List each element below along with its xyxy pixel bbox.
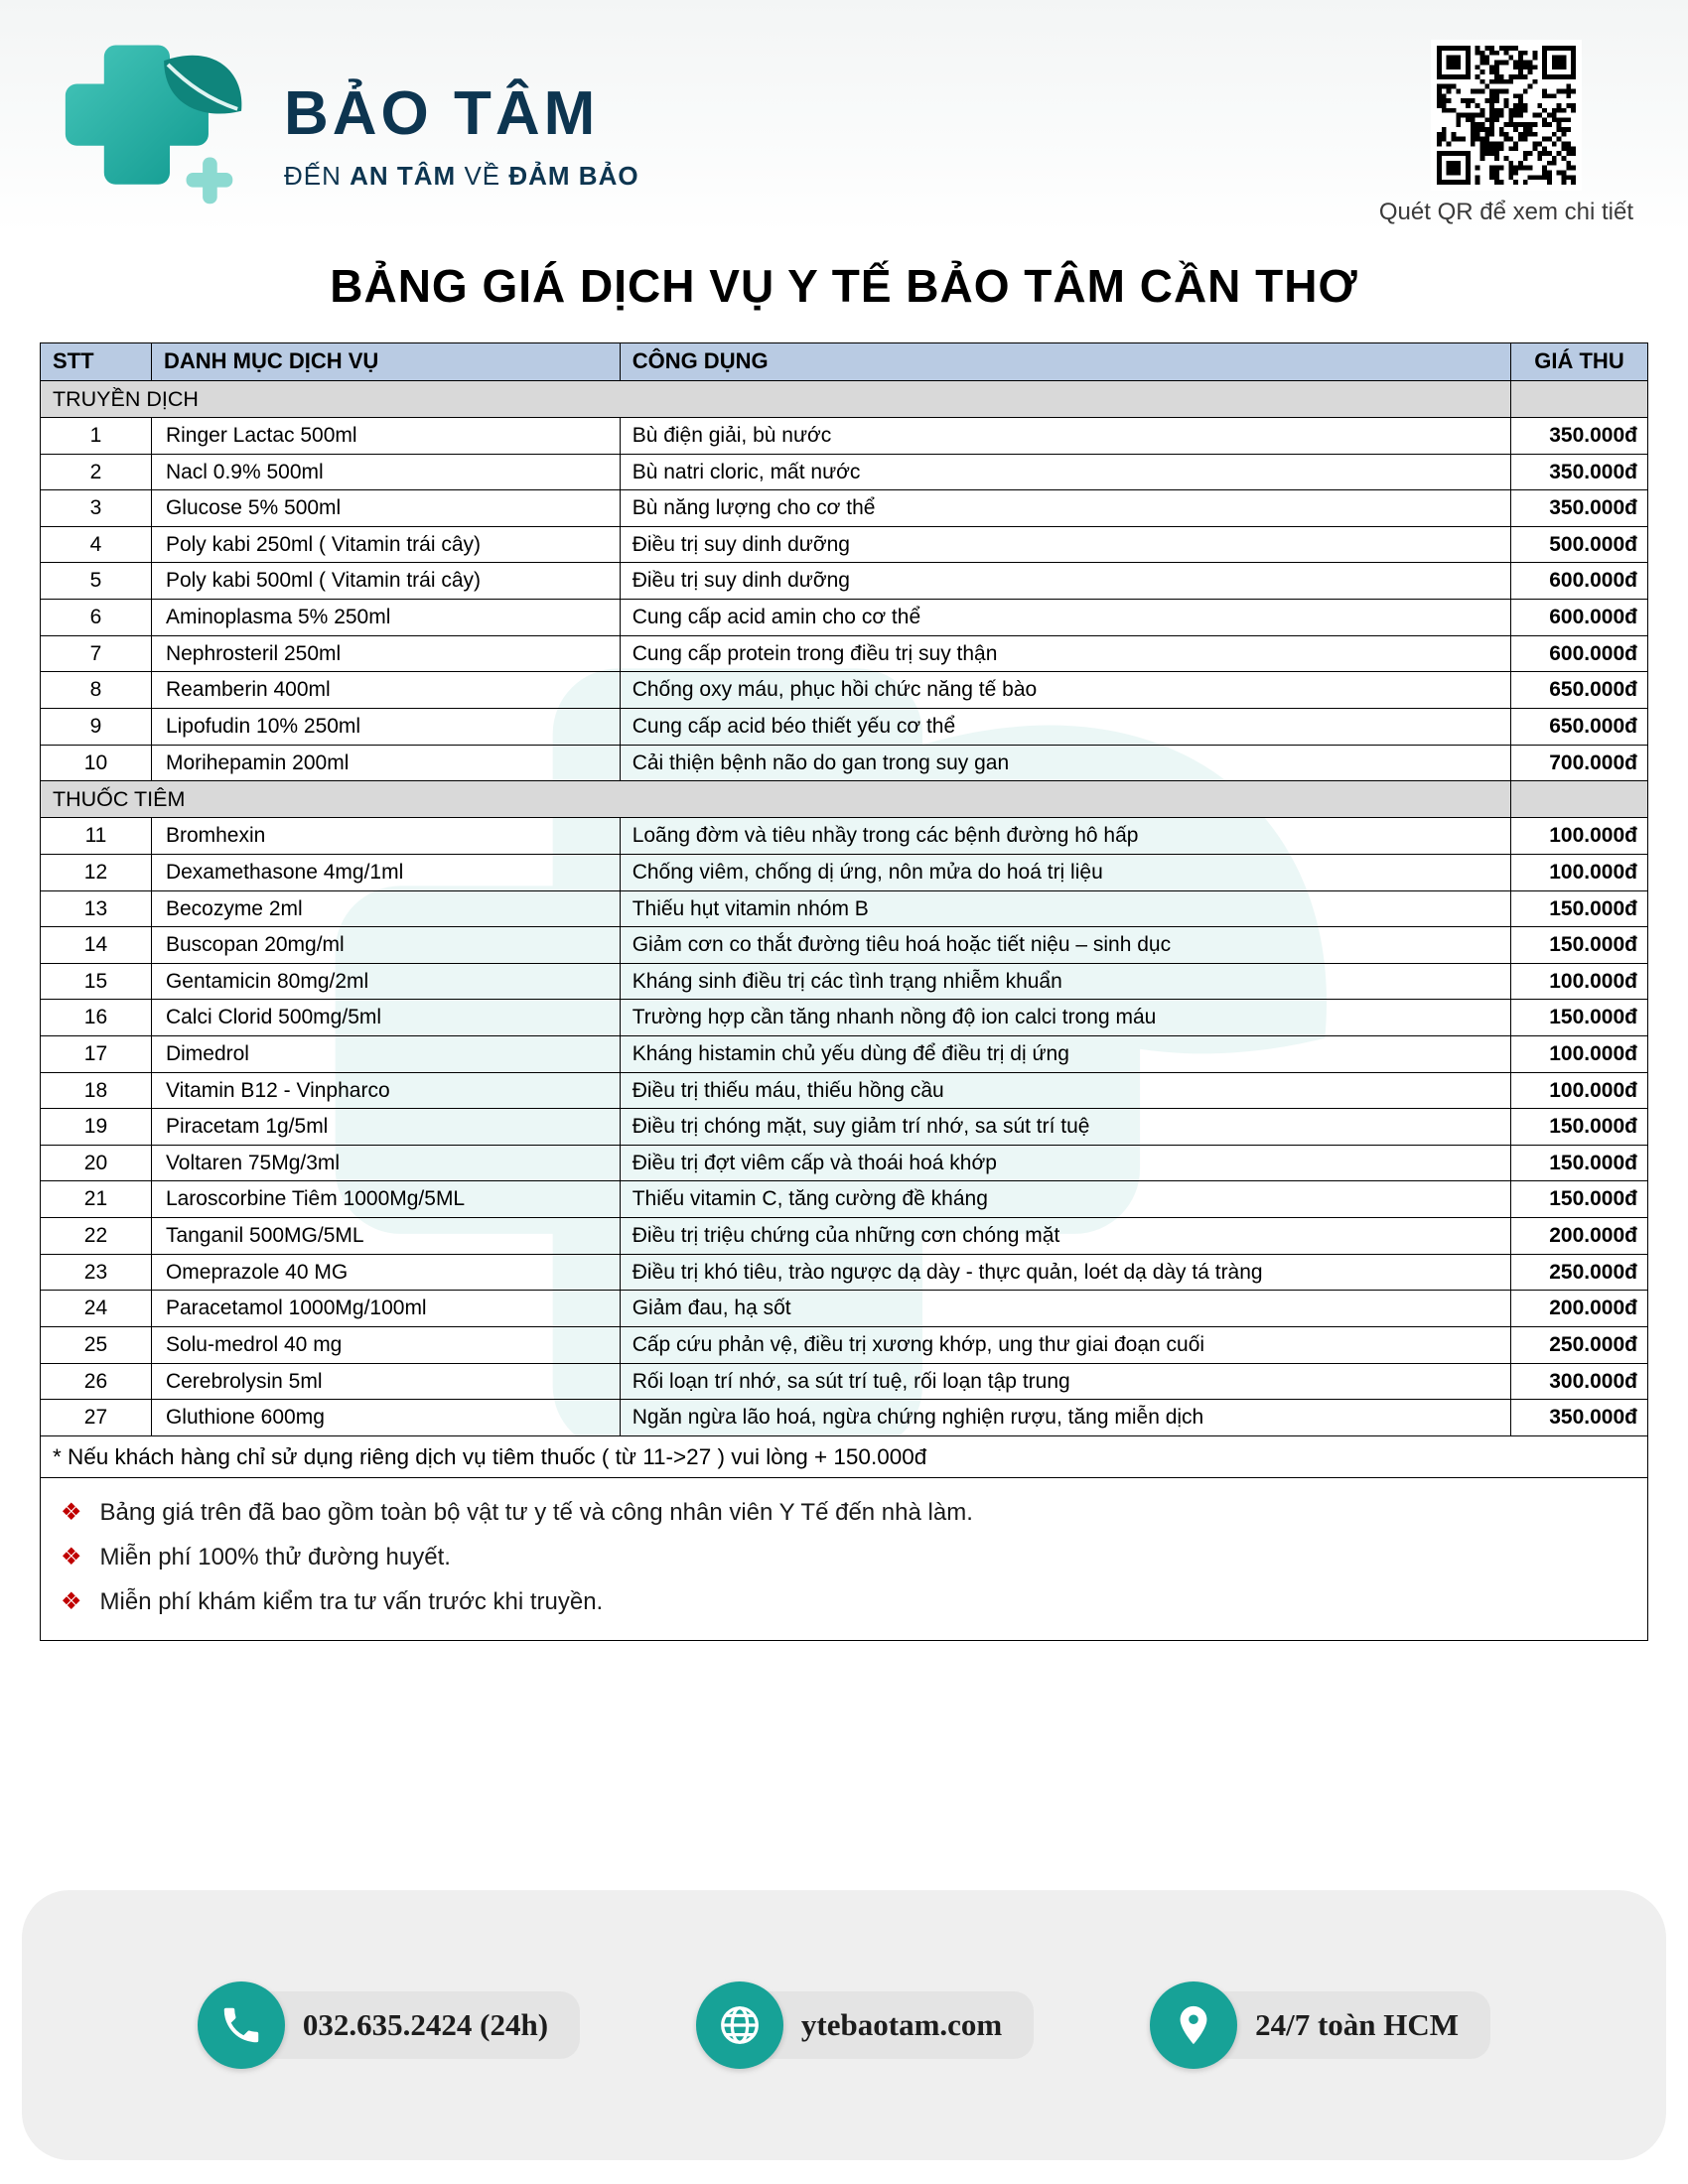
service-name: Reamberin 400ml: [151, 672, 620, 709]
service-row: [41, 1181, 1648, 1218]
qr-caption: Quét QR để xem chi tiết: [1378, 199, 1633, 225]
service-name: Piracetam 1g/5ml: [151, 1109, 620, 1146]
service-price: 150.000đ: [1511, 1145, 1648, 1181]
service-price: 100.000đ: [1511, 1072, 1648, 1109]
coverage-contact-pill: [1150, 1981, 1490, 2069]
price-table-body: [41, 380, 1648, 1435]
service-number: 27: [41, 1400, 152, 1436]
service-use: Giảm cơn co thắt đường tiêu hoá hoặc tiết niệu – sinh dục: [620, 927, 1510, 964]
service-row: [41, 1363, 1648, 1400]
service-use: Bù điện giải, bù nước: [620, 418, 1510, 455]
service-use: Điều trị thiếu máu, thiếu hồng cầu: [620, 1072, 1510, 1109]
service-use: Bù natri cloric, mất nước: [620, 454, 1510, 490]
tagline-bold: ĐẢM BẢO: [508, 160, 639, 191]
service-row: [41, 600, 1648, 636]
service-use: Giảm đau, hạ sốt: [620, 1291, 1510, 1327]
service-row: [41, 672, 1648, 709]
service-row: [41, 490, 1648, 527]
website-contact-pill: [696, 1981, 1034, 2069]
service-row: [41, 1218, 1648, 1255]
service-use: Kháng histamin chủ yếu dùng để điều trị dị ứng: [620, 1036, 1510, 1073]
service-row: [41, 1291, 1648, 1327]
service-name: Aminoplasma 5% 250ml: [151, 600, 620, 636]
footnote-row: [41, 1435, 1648, 1477]
service-price: 250.000đ: [1511, 1254, 1648, 1291]
service-name: Buscopan 20mg/ml: [151, 927, 620, 964]
diamond-bullet-icon: ❖: [61, 1499, 82, 1527]
service-name: Dimedrol: [151, 1036, 620, 1073]
service-row: [41, 745, 1648, 781]
header-stt: STT: [41, 343, 152, 381]
service-price: 350.000đ: [1511, 454, 1648, 490]
service-row: [41, 1326, 1648, 1363]
service-row: [41, 1072, 1648, 1109]
header-price: GIÁ THU: [1511, 343, 1648, 381]
service-number: 4: [41, 526, 152, 563]
service-price: 250.000đ: [1511, 1326, 1648, 1363]
qr-block: [1379, 40, 1633, 226]
service-number: 15: [41, 963, 152, 1000]
service-name: Morihepamin 200ml: [151, 745, 620, 781]
service-row: [41, 708, 1648, 745]
service-number: 20: [41, 1145, 152, 1181]
service-number: 19: [41, 1109, 152, 1146]
service-name: Becozyme 2ml: [151, 890, 620, 927]
service-number: 1: [41, 418, 152, 455]
price-table-head: [41, 343, 1648, 381]
service-row: [41, 1145, 1648, 1181]
service-number: 16: [41, 1000, 152, 1036]
service-number: 5: [41, 563, 152, 600]
brand-name: BẢO TÂM: [284, 78, 600, 148]
header-use: CÔNG DỤNG: [620, 343, 1510, 381]
service-price: 150.000đ: [1511, 1109, 1648, 1146]
service-row: [41, 818, 1648, 855]
service-price: 100.000đ: [1511, 963, 1648, 1000]
service-number: 12: [41, 854, 152, 890]
note-text: Miễn phí khám kiểm tra tư vấn trước khi truyền.: [99, 1588, 604, 1616]
service-use: Loãng đờm và tiêu nhầy trong các bệnh đường hô hấp: [620, 818, 1510, 855]
service-price: 350.000đ: [1511, 490, 1648, 527]
header-row: [41, 343, 1648, 381]
service-row: [41, 526, 1648, 563]
location-pin-icon: [1150, 1981, 1237, 2069]
diamond-bullet-icon: ❖: [61, 1544, 82, 1571]
service-price: 600.000đ: [1511, 600, 1648, 636]
tagline-bold: AN TÂM: [350, 160, 457, 191]
service-price: 300.000đ: [1511, 1363, 1648, 1400]
service-price: 200.000đ: [1511, 1291, 1648, 1327]
service-name: Laroscorbine Tiêm 1000Mg/5ML: [151, 1181, 620, 1218]
service-price: 100.000đ: [1511, 1036, 1648, 1073]
section-empty-cell: [1511, 380, 1648, 417]
service-number: 14: [41, 927, 152, 964]
service-price: 500.000đ: [1511, 526, 1648, 563]
service-use: Cung cấp acid béo thiết yếu cơ thể: [620, 708, 1510, 745]
brand-logo-block: [45, 28, 639, 211]
service-name: Solu-medrol 40 mg: [151, 1326, 620, 1363]
brand-text-block: [284, 78, 639, 192]
phone-number: 032.635.2424 (24h): [245, 1991, 580, 2059]
service-name: Tanganil 500MG/5ML: [151, 1218, 620, 1255]
website-url: ytebaotam.com: [744, 1991, 1034, 2059]
section-empty-cell: [1511, 781, 1648, 818]
service-number: 26: [41, 1363, 152, 1400]
service-row: [41, 635, 1648, 672]
service-row: [41, 563, 1648, 600]
service-number: 8: [41, 672, 152, 709]
service-use: Kháng sinh điều trị các tình trạng nhiễm khuẩn: [620, 963, 1510, 1000]
service-name: Gluthione 600mg: [151, 1400, 620, 1436]
service-number: 25: [41, 1326, 152, 1363]
service-price: 600.000đ: [1511, 635, 1648, 672]
service-name: Dexamethasone 4mg/1ml: [151, 854, 620, 890]
service-number: 3: [41, 490, 152, 527]
service-row: [41, 1000, 1648, 1036]
coverage-text: 24/7 toàn HCM: [1197, 1991, 1490, 2059]
service-number: 10: [41, 745, 152, 781]
service-row: [41, 1036, 1648, 1073]
service-price: 150.000đ: [1511, 1000, 1648, 1036]
service-name: Paracetamol 1000Mg/100ml: [151, 1291, 620, 1327]
service-row: [41, 1400, 1648, 1436]
brand-tagline: [284, 161, 639, 192]
qr-code: [1431, 40, 1582, 191]
service-use: Thiếu vitamin C, tăng cường đề kháng: [620, 1181, 1510, 1218]
service-number: 21: [41, 1181, 152, 1218]
service-row: [41, 890, 1648, 927]
service-use: Điều trị suy dinh dưỡng: [620, 526, 1510, 563]
service-use: Cấp cứu phản vệ, điều trị xương khớp, ung thư giai đoạn cuối: [620, 1326, 1510, 1363]
service-name: Calci Clorid 500mg/5ml: [151, 1000, 620, 1036]
service-name: Omeprazole 40 MG: [151, 1254, 620, 1291]
note-line: [55, 1490, 1633, 1535]
service-price: 600.000đ: [1511, 563, 1648, 600]
service-number: 18: [41, 1072, 152, 1109]
service-use: Điều trị khó tiêu, trào ngược dạ dày - thực quản, loét dạ dày tá tràng: [620, 1254, 1510, 1291]
service-name: Lipofudin 10% 250ml: [151, 708, 620, 745]
globe-icon: [696, 1981, 783, 2069]
service-price: 100.000đ: [1511, 818, 1648, 855]
section-row: [41, 380, 1648, 417]
phone-contact-pill: [198, 1981, 580, 2069]
service-name: Bromhexin: [151, 818, 620, 855]
medical-cross-leaf-logo-icon: [45, 28, 258, 211]
service-use: Thiếu hụt vitamin nhóm B: [620, 890, 1510, 927]
service-price: 350.000đ: [1511, 1400, 1648, 1436]
price-table-wrap: [40, 342, 1648, 1641]
service-row: [41, 927, 1648, 964]
note-line: [55, 1579, 1633, 1624]
service-use: Điều trị đợt viêm cấp và thoái hoá khớp: [620, 1145, 1510, 1181]
price-table-foot: [41, 1435, 1648, 1477]
service-row: [41, 1254, 1648, 1291]
section-title: TRUYỀN DỊCH: [41, 380, 1511, 417]
service-use: Cung cấp acid amin cho cơ thể: [620, 600, 1510, 636]
diamond-bullet-icon: ❖: [61, 1588, 82, 1616]
service-price: 150.000đ: [1511, 1181, 1648, 1218]
phone-icon: [198, 1981, 285, 2069]
section-row: [41, 781, 1648, 818]
service-name: Poly kabi 250ml ( Vitamin trái cây): [151, 526, 620, 563]
service-name: Voltaren 75Mg/3ml: [151, 1145, 620, 1181]
service-price: 700.000đ: [1511, 745, 1648, 781]
service-row: [41, 854, 1648, 890]
service-use: Chống oxy máu, phục hồi chức năng tế bào: [620, 672, 1510, 709]
service-name: Nacl 0.9% 500ml: [151, 454, 620, 490]
price-table: [40, 342, 1648, 1478]
service-number: 6: [41, 600, 152, 636]
service-name: Glucose 5% 500ml: [151, 490, 620, 527]
service-name: Gentamicin 80mg/2ml: [151, 963, 620, 1000]
service-price: 650.000đ: [1511, 708, 1648, 745]
service-name: Cerebrolysin 5ml: [151, 1363, 620, 1400]
footer-contact-strip: [22, 1890, 1666, 2160]
service-number: 13: [41, 890, 152, 927]
note-line: [55, 1535, 1633, 1579]
service-name: Vitamin B12 - Vinpharco: [151, 1072, 620, 1109]
service-price: 350.000đ: [1511, 418, 1648, 455]
page-header: [0, 0, 1688, 233]
service-price: 650.000đ: [1511, 672, 1648, 709]
service-name: Nephrosteril 250ml: [151, 635, 620, 672]
section-title: THUỐC TIÊM: [41, 781, 1511, 818]
service-row: [41, 963, 1648, 1000]
service-number: 9: [41, 708, 152, 745]
service-number: 23: [41, 1254, 152, 1291]
service-number: 7: [41, 635, 152, 672]
service-row: [41, 1109, 1648, 1146]
service-use: Bù năng lượng cho cơ thể: [620, 490, 1510, 527]
footnote-text: * Nếu khách hàng chỉ sử dụng riêng dịch vụ tiêm thuốc ( từ 11->27 ) vui lòng + 150.000đ: [41, 1435, 1648, 1477]
service-use: Cung cấp protein trong điều trị suy thận: [620, 635, 1510, 672]
service-number: 2: [41, 454, 152, 490]
service-price: 150.000đ: [1511, 890, 1648, 927]
tagline-part: ĐẾN: [284, 160, 351, 191]
note-text: Bảng giá trên đã bao gồm toàn bộ vật tư y tế và công nhân viên Y Tế đến nhà làm.: [99, 1499, 973, 1527]
service-row: [41, 454, 1648, 490]
service-price: 200.000đ: [1511, 1218, 1648, 1255]
service-use: Chống viêm, chống dị ứng, nôn mửa do hoá trị liệu: [620, 854, 1510, 890]
service-use: Cải thiện bệnh não do gan trong suy gan: [620, 745, 1510, 781]
service-number: 11: [41, 818, 152, 855]
service-use: Điều trị suy dinh dưỡng: [620, 563, 1510, 600]
service-name: Poly kabi 500ml ( Vitamin trái cây): [151, 563, 620, 600]
service-price: 150.000đ: [1511, 927, 1648, 964]
service-use: Điều trị triệu chứng của những cơn chóng mặt: [620, 1218, 1510, 1255]
service-use: Điều trị chóng mặt, suy giảm trí nhớ, sa sút trí tuệ: [620, 1109, 1510, 1146]
note-text: Miễn phí 100% thử đường huyết.: [99, 1544, 451, 1571]
service-use: Trường hợp cần tăng nhanh nồng độ ion calci trong máu: [620, 1000, 1510, 1036]
service-name: Ringer Lactac 500ml: [151, 418, 620, 455]
service-number: 22: [41, 1218, 152, 1255]
service-row: [41, 418, 1648, 455]
page-title: BẢNG GIÁ DỊCH VỤ Y TẾ BẢO TÂM CẦN THƠ: [330, 260, 1358, 312]
notes-box: [40, 1477, 1648, 1641]
service-use: Ngăn ngừa lão hoá, ngừa chứng nghiện rượu, tăng miễn dịch: [620, 1400, 1510, 1436]
service-number: 17: [41, 1036, 152, 1073]
tagline-part: VỀ: [456, 160, 509, 191]
service-use: Rối loạn trí nhớ, sa sút trí tuệ, rối loạn tập trung: [620, 1363, 1510, 1400]
header-service: DANH MỤC DỊCH VỤ: [151, 343, 620, 381]
service-price: 100.000đ: [1511, 854, 1648, 890]
service-number: 24: [41, 1291, 152, 1327]
